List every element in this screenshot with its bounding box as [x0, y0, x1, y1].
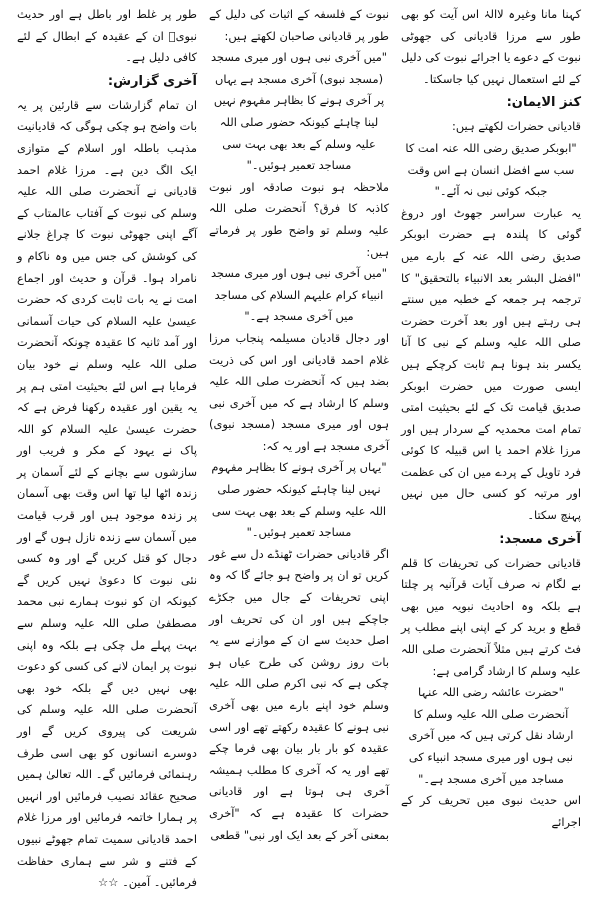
column-middle	[206, 4, 392, 916]
paragraph: ملاحظہ ہو نبوت صادقہ اور نبوت کاذبہ کا فرق؟ آنحضرت صلی اللہ علیہ وسلم تو واضح طور پر فرماتے ہیں:	[209, 179, 389, 259]
section-heading: آخری مسجد:	[499, 531, 581, 547]
paragraph: اس حدیث نبوی میں تحریف کر کے اجرائے	[401, 793, 581, 829]
paragraph: یہ عبارت سراسر جھوٹ اور دروغ گوئی کا پلندہ ہے حضرت ابوبکر صدیق رضی اللہ عنہ کے بارے میں "افضل البشر بعد الانبیاء بالتحقیق" کا ترجمہ ہر جمعہ کے خطبہ میں سنتے ہی رہتے ہیں اور بعد آخرت حضرت صلی اللہ علیہ وسلم کے نبی کا آنا یکسر بند ہونا ہم ثابت کرچکے ہیں ایسی صورت میں حضرت ابوبکر صدیق قیامت تک کے لئے بحیثیت امتی تمام امت محمدیہ کے سردار ہیں اور مرزا غلام احمد یا اس قبیلہ کا کوئی فرد تاویل کے پردے میں ان کی عظمت اور مرتبہ کو کسی حال میں نہیں پہنچ سکتا۔	[401, 205, 581, 523]
column-left	[14, 4, 200, 916]
quote: "میں آخری نبی ہوں اور میری مسجد انبیاء کرام علیہم السلام کی مساجد میں آخری مسجد ہے۔"	[210, 266, 388, 324]
paragraph: طور پر غلط اور باطل ہے اور حدیث نبویؐ ان کے عقیدہ کے ابطال کے لئے کافی دلیل ہے۔	[17, 7, 197, 65]
section-heading: کنز الایمان:	[506, 95, 581, 111]
paragraph: کہنا مانا وغیرہ لاالہٰ اس آیت کو بھی طور سے مرزا قادیانی کی جھوٹی نبوت کے دعوے یا اجرائے نبوت کی دلیل کے لئے استعمال نہیں کیا جاسکتا۔	[401, 7, 581, 86]
quote: "یہاں پر آخری ہونے کا بظاہر مفہوم نہیں لینا چاہئے کیونکہ حضور صلی اللہ علیہ وسلم کے بعد بھی بہت سی مساجد تعمیر ہوئیں۔"	[211, 460, 387, 540]
paragraph: قادیانی حضرات کی تحریفات کا قلم بے لگام نہ صرف آیات قرآنیہ پر چلتا ہے بلکہ وہ احادیث نبویہ میں بھی قطع و برید کر کے اپنی اپنے مطلب پر فٹ کرتے ہیں مثلاً آنحضرت صلی اللہ علیہ وسلم کا ارشاد گرامی ہے:	[401, 555, 581, 678]
section-heading: آخری گزارش:	[107, 73, 197, 89]
quote: "حضرت عائشہ رضی اللہ عنہا آنحضرت صلی اللہ علیہ وسلم کا ارشاد نقل کرتی ہیں کہ میں آخری نبی ہوں اور میری مسجد انبیاء کی مساجد میں آخری مسجد ہے۔"	[408, 685, 574, 786]
column-right	[398, 4, 584, 916]
quote: "ابوبکر صدیق رضی اللہ عنہ امت کا سب سے افضل انسان ہے اس وقت جبکہ کوئی نبی نہ آئے۔"	[405, 140, 577, 199]
paragraph: اور دجال قادیان مسیلمہ پنجاب مرزا غلام احمد قادیانی اور اس کی ذریت بضد ہیں کہ آنحضرت صلی اللہ علیہ وسلم کا ارشاد ہے کہ میں آخری نبی ہوں اور میری مسجد (مسجد نبوی) آخری مسجد ہے اور یہ کہ:	[209, 330, 389, 453]
paragraph: نبوت کے فلسفہ کے اثبات کی دلیل کے طور پر قادیانی صاحبان لکھتے ہیں:	[209, 7, 389, 43]
quote: "میں آخری نبی ہوں اور میری مسجد (مسجد نبوی) آخری مسجد ہے یہاں پر آخری ہونے کا بظاہر مفہوم نہیں لینا چاہئے کیونکہ حضور صلی اللہ علیہ وسلم کے بعد بھی بہت سی مساجد تعمیر ہوئیں۔"	[210, 50, 388, 173]
paragraph: قادیانی حضرات لکھتے ہیں:	[452, 119, 581, 134]
paragraph: ان تمام گزارشات سے قارئین پر یہ بات واضح ہو چکی ہوگی کہ قادیانیت مذہب باطلہ اور اسلام کے متوازی ایک الگ دین ہے۔ مرزا غلام احمد قادیانی نے آنحضرت صلی اللہ علیہ وسلم کی نبوت کے آفتاب عالمتاب کے آگے اپنی جھوٹی نبوت کا چراغ جلانے کی کوشش کی جس میں وہ ناکام و نامراد ہوا۔ قرآن و حدیث اور اجماع امت نے یہ بات ثابت کردی کہ حضرت عیسیٰ علیہ السلام کی حیات آسمانی اور آمد ثانیہ کا عقیدہ چونکہ آنحضرت صلی اللہ علیہ وسلم نے خود بیان فرمایا ہے اس لئے بحیثیت امتی ہم پر یہ یقین اور عقیدہ رکھنا فرض ہے کہ حضرت عیسیٰ علیہ السلام کو اللہ پاک نے یہود کے مکر و فریب اور سازشوں سے بچانے کے لئے آسمان پر زندہ اٹھا لیا تھا اس وقت بھی آسمان پر زندہ موجود ہیں اور قرب قیامت میں آسمان سے زندہ نازل ہوں گے اور دجال کو قتل کریں گے اور وہ کسی نئی نبوت کا دعویٰ نہیں کریں گے کیونکہ ان کو نبوت ہمارے نبی محمد مصطفیٰ صلی اللہ علیہ وسلم سے بہت پہلے مل چکی ہے بلکہ وہ اپنی نبوت پر ایمان لانے کی کسی کو دعوت بھی نہیں دیں گے بلکہ خود بھی آنحضرت صلی اللہ علیہ وسلم کی شریعت کی پیروی کریں گے اور دوسرے انسانوں کو بھی اسی طرف رہنمائی فرمائیں گے۔ اللہ تعالیٰ ہمیں صحیح عقائد نصیب فرمائیں اور انہیں پر ہمارا خاتمہ فرمائیں اور مرزا غلام احمد قادیانی سمیت تمام جھوٹے نبیوں کے فتنے و شر سے ہماری حفاظت فرمائیں۔ آمین۔ ☆☆	[17, 97, 197, 890]
paragraph: اگر قادیانی حضرات ٹھنڈے دل سے غور کریں تو ان پر واضح ہو جائے گا کہ وہ اپنی تحریفات کے جال میں جکڑے جاچکے ہیں اور ان کی تحریف اور اصل حدیث سے ان کے موازنے سے یہ بات روز روشن کی طرح عیاں ہو چکی ہے کہ نبی اکرم صلی اللہ علیہ وسلم خود اپنے بارے میں بھی آخری نبی ہونے کا عقیدہ رکھتے تھے اور اسی عقیدہ کو بار بار بیان بھی فرما چکے تھے اور یہ کہ آخری کا مطلب ہمیشہ آخری ہی ہوتا ہے اور قادیانی حضرات کا عقیدہ ہے کہ "آخری بمعنی آخر کے بعد ایک اور نبی" قطعی	[209, 546, 389, 842]
